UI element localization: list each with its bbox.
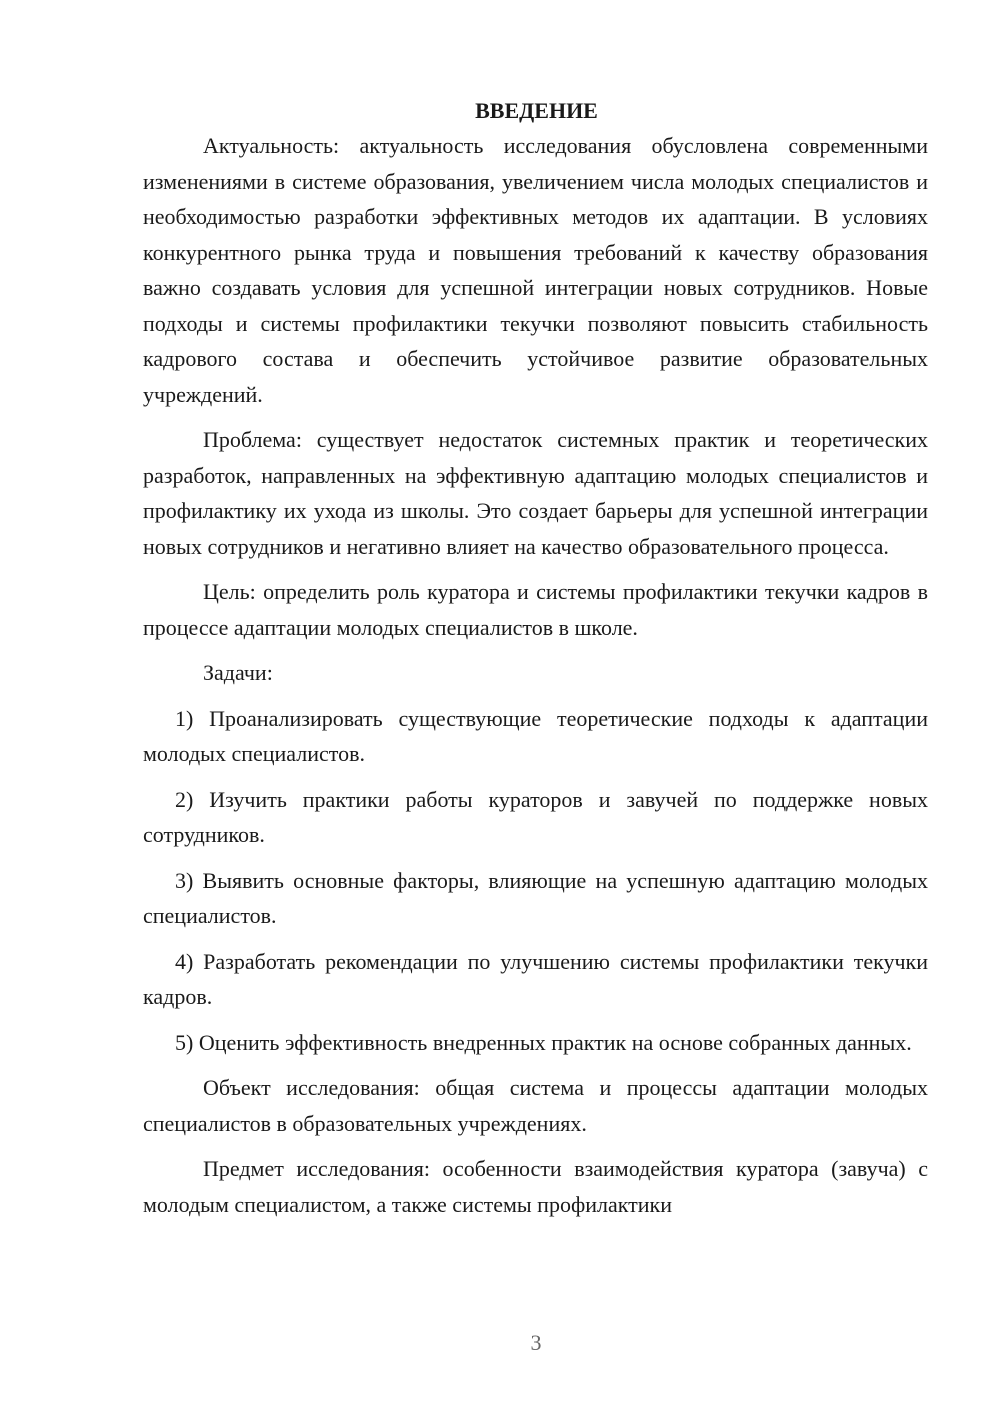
paragraph-relevance: Актуальность: актуальность исследования обусловлена современными изменениями в системе образования, увеличением числа молодых специалистов и необходимостью разработки эффективных методов их адаптации. В условиях конкурентного рынка труда и повышения требований к качеству образования важно создавать условия для успешной интеграции новых сотрудников. Новые подходы и системы профилактики текучки позволяют повысить стабильность кадрового состава и обеспечить устойчивое развитие образовательных учреждений. — [143, 133, 928, 407]
page-number: 3 — [530, 1330, 542, 1355]
task-item-3: 3) Выявить основные факторы, влияющие на успешную адаптацию молодых специалистов. — [143, 867, 928, 928]
document-page — [143, 92, 928, 1232]
task-item-1: 1) Проанализировать существующие теоретические подходы к адаптации молодых специалистов. — [143, 705, 928, 766]
paragraph-object: Объект исследования: общая система и процессы адаптации молодых специалистов в образовательных учреждениях. — [143, 1075, 928, 1136]
paragraph-goal: Цель: определить роль куратора и системы профилактики текучки кадров в процессе адаптации молодых специалистов в школе. — [143, 579, 928, 640]
task-item-4: 4) Разработать рекомендации по улучшению системы профилактики текучки кадров. — [143, 948, 928, 1009]
task-item-2: 2) Изучить практики работы кураторов и завучей по поддержке новых сотрудников. — [143, 786, 928, 847]
paragraph-problem: Проблема: существует недостаток системных практик и теоретических разработок, направленных на эффективную адаптацию молодых специалистов и профилактику их ухода из школы. Это создает барьеры для успешной интеграции новых сотрудников и негативно влияет на качество образовательного процесса. — [143, 427, 928, 559]
paragraph-tasks-heading: Задачи: — [203, 660, 273, 685]
task-item-5: 5) Оценить эффективность внедренных практик на основе собранных данных. — [175, 1029, 912, 1055]
paragraph-subject: Предмет исследования: особенности взаимодействия куратора (завуча) с молодым специалистом, а также системы профилактики — [143, 1156, 928, 1217]
section-title: ВВЕДЕНИЕ — [475, 98, 598, 123]
